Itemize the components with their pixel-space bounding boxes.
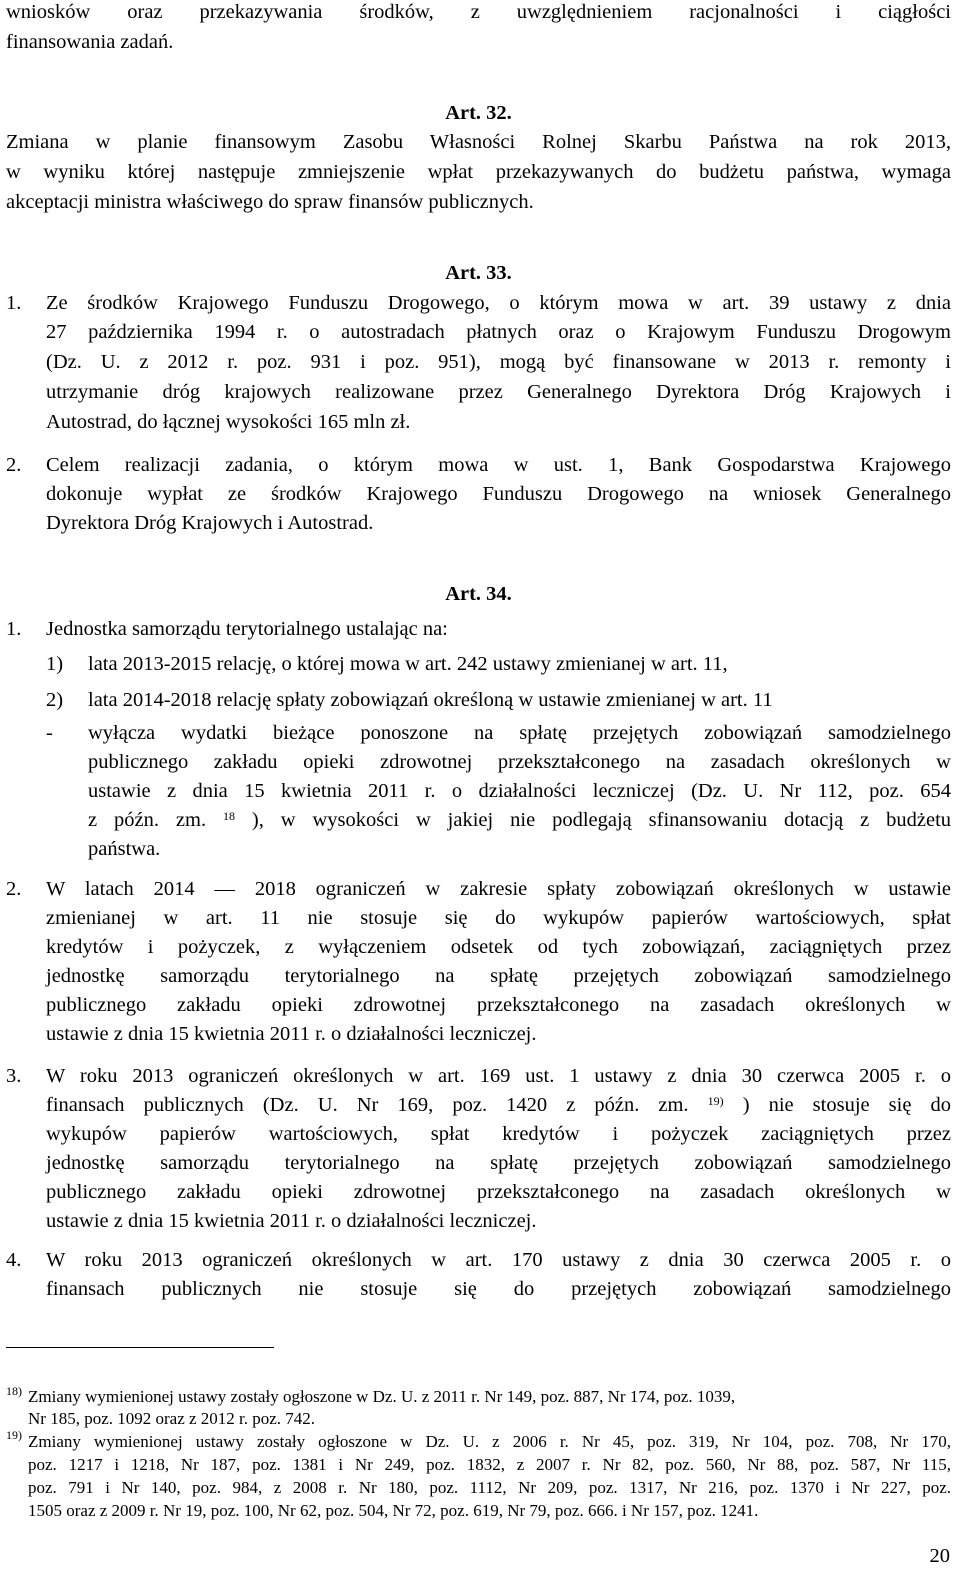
footnote-line: 1505 oraz z 2009 r. Nr 19, poz. 100, Nr 62, poz. 504, Nr 72, poz. 619, Nr 79, poz. 666. i Nr 157, poz. 1241. [28, 1501, 759, 1520]
paragraph-line: finansach publicznych nie stosuje się do przejętych zobowiązań samodzielnego [46, 1278, 951, 1300]
paragraph-line: Zmiana w planie finansowym Zasobu Własności Rolnej Skarbu Państwa na rok 2013, [6, 131, 951, 153]
subitem-number: 1) [46, 653, 64, 675]
paragraph-line: państwa. [88, 838, 161, 860]
paragraph-line: wyłącza wydatki bieżące ponoszone na spłatę przejętych zobowiązań samodzielnego [88, 722, 951, 744]
subitem-text: lata 2014-2018 relację spłaty zobowiązań określoną w ustawie zmienianej w art. 11 [88, 689, 773, 711]
item-number: 3. [6, 1065, 22, 1087]
footnote-line: Nr 185, poz. 1092 oraz z 2012 r. poz. 742. [28, 1409, 316, 1428]
paragraph-line: wykupów papierów wartościowych, spłat kredytów i pożyczek zaciągniętych przez [46, 1123, 951, 1145]
article-heading-33: Art. 33. [445, 262, 512, 284]
item-number: 1. [6, 292, 22, 314]
footnote-line: poz. 1217 i 1218, Nr 187, poz. 1381 i Nr 249, poz. 1832, z 2007 r. Nr 82, poz. 560, Nr 88, poz. 587, Nr 115, [28, 1455, 951, 1474]
text-run: ), w wysokości w jakiej nie podlegają sfinansowaniu dotacją z budżetu [251, 809, 952, 831]
footnote-ref-19: 19) [707, 1094, 724, 1108]
footnote-mark: 19) [6, 1428, 22, 1442]
paragraph-line: utrzymanie dróg krajowych realizowane przez Generalnego Dyrektora Dróg Krajowych i [46, 381, 951, 403]
footnote-line: Zmiany wymienionej ustawy zostały ogłoszone w Dz. U. z 2011 r. Nr 149, poz. 887, Nr 174, poz. 1039, [28, 1387, 736, 1406]
paragraph-line: ustawie z dnia 15 kwietnia 2011 r. o działalności leczniczej. [46, 1023, 537, 1045]
paragraph-line: publicznego zakładu opieki zdrowotnej przekształconego na zasadach określonych w [46, 1181, 951, 1203]
paragraph-line: 27 października 1994 r. o autostradach płatnych oraz o Krajowym Funduszu Drogowym [46, 321, 951, 343]
paragraph-line: dokonuje wypłat ze środków Krajowego Funduszu Drogowego na wniosek Generalnego [46, 483, 951, 505]
paragraph-line: Dyrektora Dróg Krajowych i Autostrad. [46, 512, 374, 534]
page-number: 20 [929, 1545, 950, 1567]
footnote-mark: 18) [6, 1384, 22, 1398]
article-heading-32: Art. 32. [445, 102, 512, 124]
item-number: 1. [6, 618, 22, 640]
paragraph-line: publicznego zakładu opieki zdrowotnej przekształconego na zasadach określonych w [46, 994, 951, 1016]
paragraph-line: akceptacji ministra właściwego do spraw finansów publicznych. [6, 191, 534, 213]
footnote-line: Zmiany wymienionej ustawy zostały ogłoszone w Dz. U. z 2006 r. Nr 45, poz. 319, Nr 104, poz. 708, Nr 170, [28, 1432, 951, 1451]
paragraph-line: publicznego zakładu opieki zdrowotnej przekształconego na zasadach określonych w [88, 751, 951, 773]
paragraph-line: jednostkę samorządu terytorialnego na spłatę przejętych zobowiązań samodzielnego [46, 1152, 951, 1174]
paragraph-line-with-footnote [46, 1091, 951, 1119]
text-run: ) nie stosuje się do [742, 1094, 952, 1116]
paragraph-line: Ze środków Krajowego Funduszu Drogowego, o którym mowa w art. 39 ustawy z dnia [46, 292, 951, 314]
article-heading-34: Art. 34. [445, 583, 512, 605]
paragraph-line-with-footnote [88, 806, 951, 834]
paragraph-line: ustawie z dnia 15 kwietnia 2011 r. o działalności leczniczej (Dz. U. Nr 112, poz. 654 [88, 780, 951, 802]
paragraph-line: Celem realizacji zadania, o którym mowa w ust. 1, Bank Gospodarstwa Krajowego [46, 454, 951, 476]
paragraph-line: w wyniku której następuje zmniejszenie wpłat przekazywanych do budżetu państwa, wymaga [6, 161, 951, 183]
intro-line: finansowania zadań. [6, 31, 174, 53]
paragraph-line: Autostrad, do łącznej wysokości 165 mln zł. [46, 411, 411, 433]
paragraph-line: jednostkę samorządu terytorialnego na spłatę przejętych zobowiązań samodzielnego [46, 965, 951, 987]
paragraph-line: ustawie z dnia 15 kwietnia 2011 r. o działalności leczniczej. [46, 1210, 537, 1232]
item-number: 4. [6, 1249, 22, 1271]
paragraph-line: kredytów i pożyczek, z wyłączeniem odsetek od tych zobowiązań, zaciągniętych przez [46, 936, 951, 958]
text-run: finansach publicznych (Dz. U. Nr 169, poz. 1420 z późn. zm. [46, 1094, 689, 1116]
item-number: 2. [6, 454, 22, 476]
paragraph-line: (Dz. U. z 2012 r. poz. 931 i poz. 951), mogą być finansowane w 2013 r. remonty i [46, 351, 951, 373]
paragraph-line: W roku 2013 ograniczeń określonych w art. 169 ust. 1 ustawy z dnia 30 czerwca 2005 r. o [46, 1065, 951, 1087]
subitem-number: 2) [46, 689, 64, 711]
text-run: z późn. zm. [88, 809, 207, 831]
item-number: 2. [6, 878, 22, 900]
dash-marker: - [46, 722, 53, 744]
footnote-ref-18: 18 [223, 809, 235, 823]
paragraph-line: zmienianej w art. 11 nie stosuje się do wykupów papierów wartościowych, spłat [46, 907, 951, 929]
intro-line: wniosków oraz przekazywania środków, z uwzględnieniem racjonalności i ciągłości [6, 1, 951, 23]
paragraph-line: W roku 2013 ograniczeń określonych w art. 170 ustawy z dnia 30 czerwca 2005 r. o [46, 1249, 951, 1271]
subitem-text: lata 2013-2015 relację, o której mowa w art. 242 ustawy zmienianej w art. 11, [88, 653, 728, 675]
paragraph-line: W latach 2014 — 2018 ograniczeń w zakresie spłaty zobowiązań określonych w ustawie [46, 878, 951, 900]
paragraph-line: Jednostka samorządu terytorialnego ustalając na: [46, 618, 448, 640]
footnote-line: poz. 791 i Nr 140, poz. 984, z 2008 r. Nr 180, poz. 1112, Nr 209, poz. 1317, Nr 216, poz. 1370 i Nr 227, poz. [28, 1478, 951, 1497]
footnote-separator [6, 1347, 274, 1348]
